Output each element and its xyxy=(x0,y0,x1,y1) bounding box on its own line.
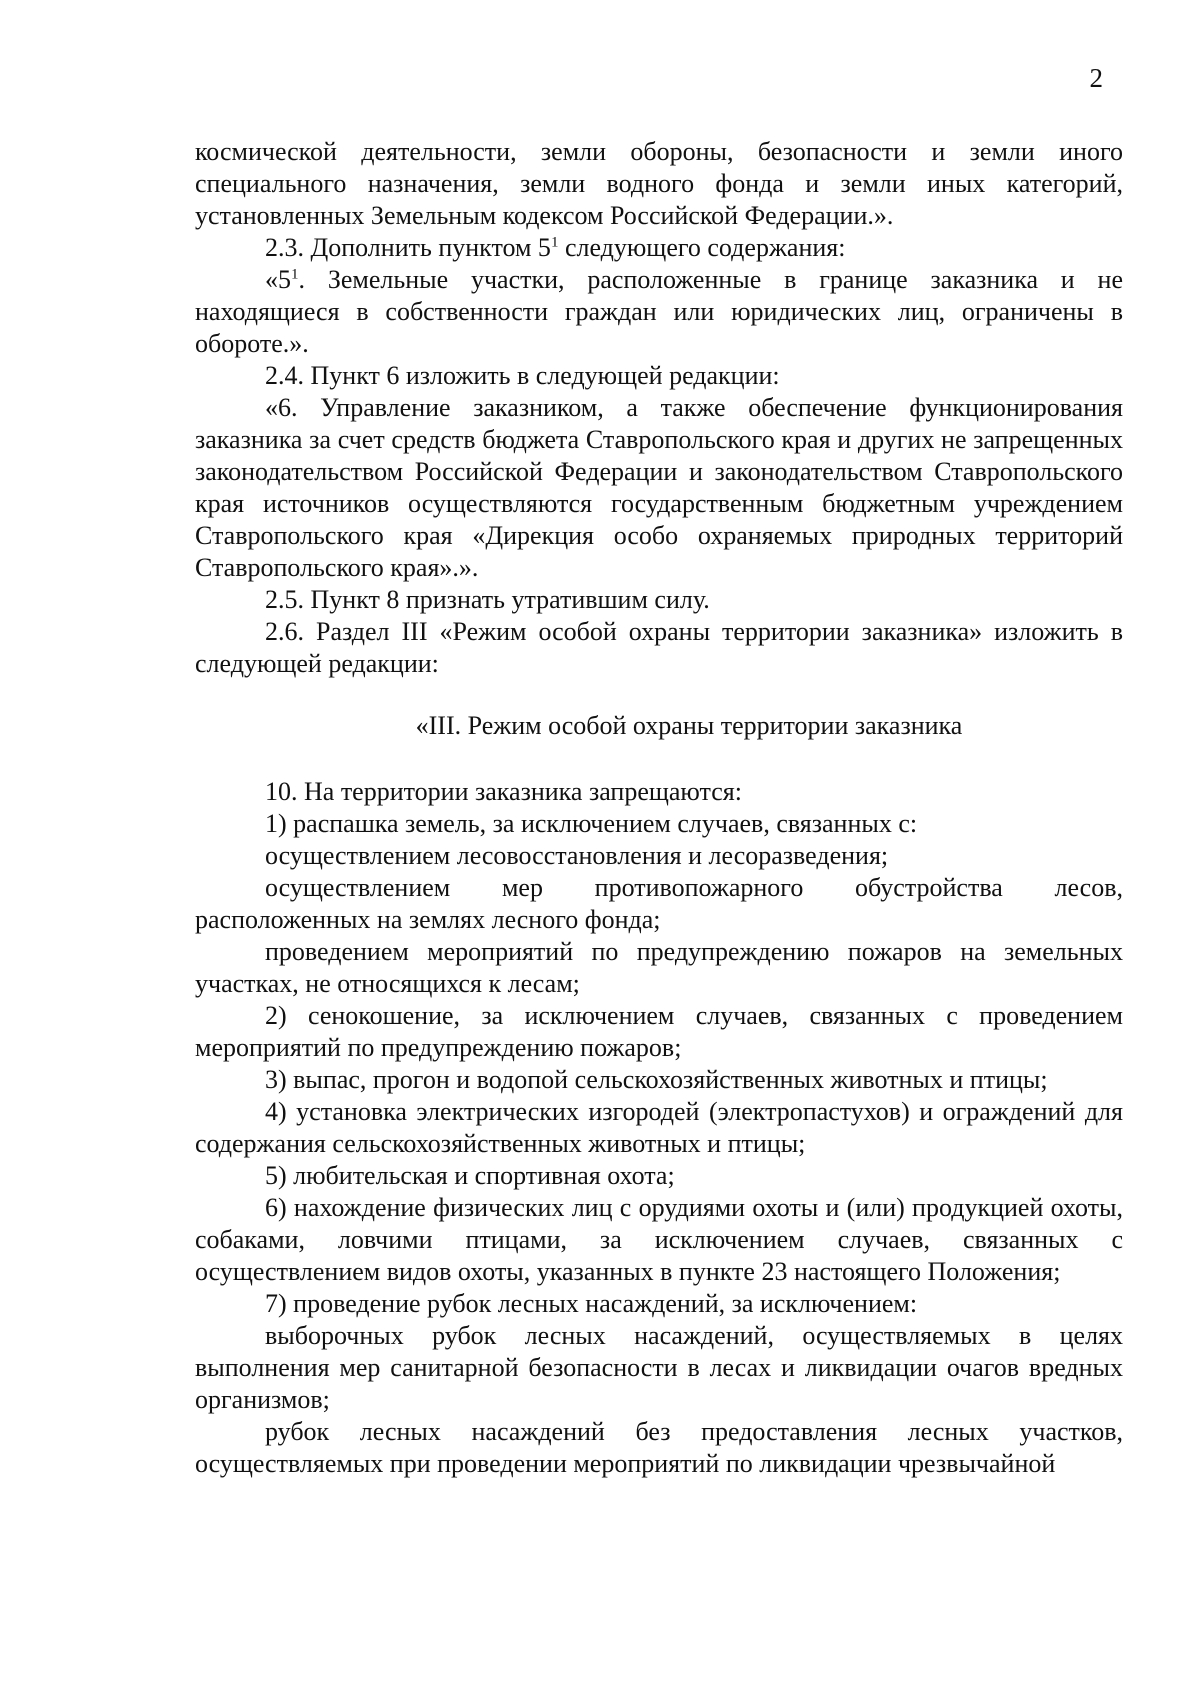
paragraph-text: следующего содержания: xyxy=(558,233,846,262)
sub-item: осуществлением мер противопожарного обустройства лесов, расположенных на землях лесного фонда; xyxy=(195,873,1123,934)
paragraph-text: 2.3. Дополнить пунктом 5 xyxy=(265,233,551,262)
paragraph-item-2-4: 2.4. Пункт 6 изложить в следующей редакции: xyxy=(265,361,780,390)
list-item-7: 7) проведение рубок лесных насаждений, за исключением: xyxy=(265,1289,918,1318)
page-number: 2 xyxy=(1089,63,1103,93)
paragraph-item-2-3 xyxy=(195,232,1123,264)
paragraph-point-6: «6. Управление заказником, а также обеспечение функционирования заказника за счет средств бюджета Ставропольского края и других не запрещенных законодательством Российской Федерации и законодательством Ставропольского края источников осуществляются государственным бюджетным учреждением Ставропольского края «Дирекция особо охраняемых природных территорий Ставропольского края».». xyxy=(195,393,1123,582)
paragraph-item-2-5: 2.5. Пункт 8 признать утратившим силу. xyxy=(265,585,710,614)
list-item-3: 3) выпас, прогон и водопой сельскохозяйственных животных и птицы; xyxy=(265,1065,1048,1094)
paragraph-point-10: 10. На территории заказника запрещаются: xyxy=(265,777,742,806)
list-item-4: 4) установка электрических изгородей (электропастухов) и ограждений для содержания сельскохозяйственных животных и птицы; xyxy=(195,1097,1123,1158)
list-item-6: 6) нахождение физических лиц с орудиями охоты и (или) продукцией охоты, собаками, ловчими птицами, за исключением случаев, связанных с осуществлением видов охоты, указанных в пункте 23 настоящего Положения; xyxy=(195,1193,1123,1286)
superscript: 1 xyxy=(550,234,559,251)
sub-item: рубок лесных насаждений без предоставления лесных участков, осуществляемых при проведении мероприятий по ликвидации чрезвычайной xyxy=(195,1417,1123,1478)
paragraph-point-5-1 xyxy=(195,264,1123,360)
list-item-1: 1) распашка земель, за исключением случаев, связанных с: xyxy=(265,809,918,838)
paragraph-text: «5 xyxy=(265,265,291,294)
document-body xyxy=(195,136,1123,1480)
paragraph-text: . Земельные участки, расположенные в границе заказника и не находящиеся в собственности граждан или юридических лиц, ограничены в обороте.». xyxy=(195,265,1123,358)
list-item-5: 5) любительская и спортивная охота; xyxy=(265,1161,675,1190)
sub-item: выборочных рубок лесных насаждений, осуществляемых в целях выполнения мер санитарной безопасности в лесах и ликвидации очагов вредных организмов; xyxy=(195,1321,1123,1414)
superscript: 1 xyxy=(291,266,299,283)
sub-item: проведением мероприятий по предупреждению пожаров на земельных участках, не относящихся к лесам; xyxy=(195,937,1123,998)
sub-item: осуществлением лесовосстановления и лесоразведения; xyxy=(265,841,889,870)
paragraph-item-2-6: 2.6. Раздел III «Режим особой охраны территории заказника» изложить в следующей редакции: xyxy=(195,617,1123,678)
paragraph-continuation: космической деятельности, земли обороны, безопасности и земли иного специального назначения, земли водного фонда и земли иных категорий, установленных Земельным кодексом Российской Федерации.». xyxy=(195,137,1123,230)
section-heading: «III. Режим особой охраны территории заказника xyxy=(415,711,963,740)
list-item-2: 2) сенокошение, за исключением случаев, связанных с проведением мероприятий по предупреждению пожаров; xyxy=(195,1001,1123,1062)
